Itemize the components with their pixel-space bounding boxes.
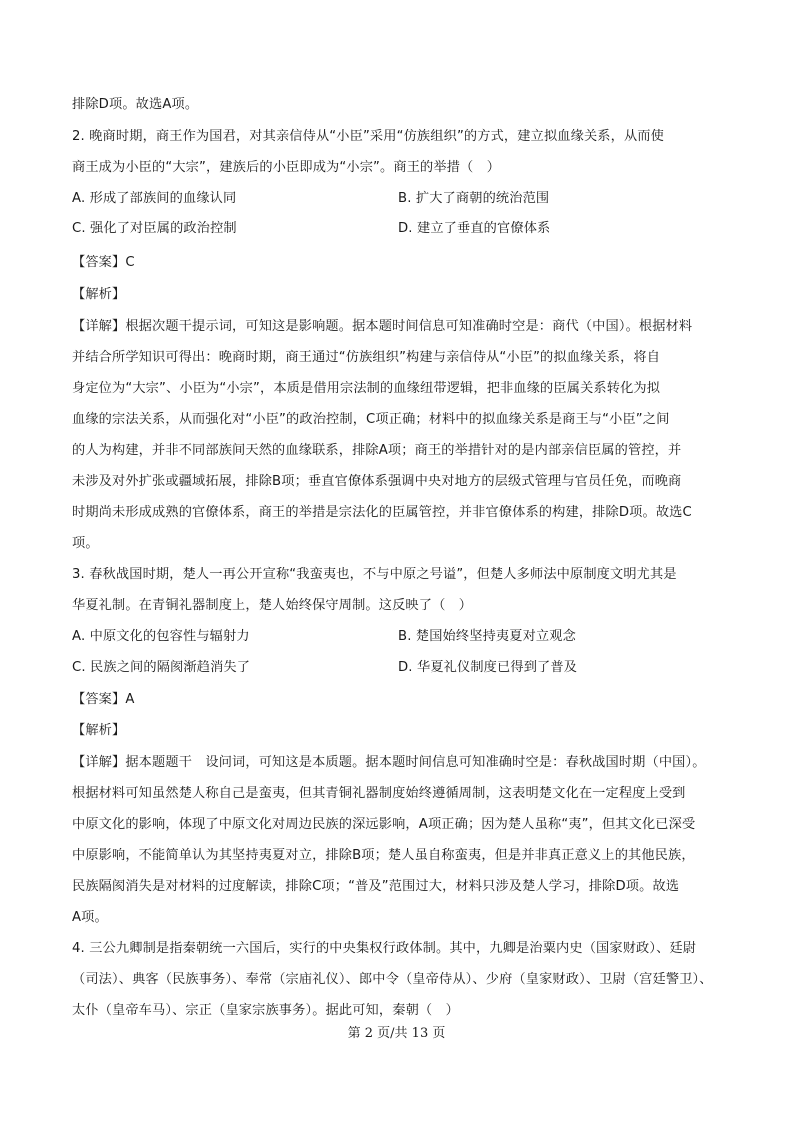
q3-stem-line-1: 3. 春秋战国时期，楚人一再公开宣称“我蛮夷也，不与中原之号谥”，但楚人多师法中原制度文明尤其是 (72, 567, 677, 582)
previous-answer-tail: 排除D项。故选A项。 (72, 97, 199, 112)
q2-analysis-label: 【解析】 (72, 287, 126, 302)
q2-detail-line: 时期尚未形成成熟的官僚体系，商王的举措是宗法化的臣属管控，并非官僚体系的构建，排除D项。故选C (72, 505, 692, 520)
q2-detail-line: 并结合所学知识可得出：晚商时期，商王通过“仿族组织”构建与亲信侍从“小臣”的拟血缘关系，将自 (72, 350, 661, 365)
q2-option-b: B. 扩大了商朝的统治范围 (398, 191, 550, 206)
q3-option-b: B. 楚国始终坚持夷夏对立观念 (398, 629, 576, 644)
q2-answer: 【答案】C (72, 255, 135, 270)
q4-stem-line-1: 4. 三公九卿制是指秦朝统一六国后，实行的中央集权行政体制。其中，九卿是治粟内史（国家财政）、廷尉 (72, 941, 697, 956)
q3-detail-line: 中原影响，不能简单认为其坚持夷夏对立，排除B项；楚人虽自称蛮夷，但是并非真正意义上的其他民族， (72, 848, 695, 863)
q2-option-d: D. 建立了垂直的官僚体系 (398, 221, 551, 236)
page-number-footer: 第 2 页/共 13 页 (347, 1026, 446, 1041)
q2-detail-line: 的人为构建，并非不同部族间天然的血缘联系，排除A项；商王的举措针对的是内部亲信臣属的管控，并 (72, 443, 682, 458)
q2-detail-line: 身定位为“大宗”、小臣为“小宗”，本质是借用宗法制的血缘纽带逻辑，把非血缘的臣属关系转化为拟 (72, 381, 661, 396)
q3-option-c: C. 民族之间的隔阂渐趋消失了 (72, 660, 251, 675)
q2-stem-line-1: 2. 晚商时期，商王作为国君，对其亲信侍从“小臣”采用“仿族组织”的方式，建立拟血缘关系，从而使 (72, 129, 664, 144)
q2-detail-line: 血缘的宗法关系，从而强化对“小臣”的政治控制，C项正确；材料中的拟血缘关系是商王与“小臣”之间 (72, 412, 670, 427)
q3-option-d: D. 华夏礼仪制度已得到了普及 (398, 660, 578, 675)
q2-option-c: C. 强化了对臣属的政治控制 (72, 221, 237, 236)
q3-detail-line: 中原文化的影响，体现了中原文化对周边民族的深远影响，A项正确；因为楚人虽称“夷”，但其文化已深受 (72, 817, 696, 832)
q4-stem-line-3: 太仆（皇帝车马）、宗正（皇家宗族事务）。据此可知，秦朝（ ） (72, 1003, 459, 1018)
q3-stem-line-2: 华夏礼制。在青铜礼器制度上，楚人始终保守周制。这反映了（ ） (72, 598, 473, 613)
q3-answer: 【答案】A (72, 692, 135, 707)
q2-option-a: A. 形成了部族间的血缘认同 (72, 191, 237, 206)
q2-detail-line: 【详解】根据次题干提示词，可知这是影响题。据本题时间信息可知准确时空是：商代（中国）。根据材料 (72, 319, 693, 334)
q3-detail-line: 【详解】据本题题干 设问词，可知这是本质题。据本题时间信息可知准确时空是：春秋战国时期（中国）。 (72, 755, 706, 770)
q3-detail-line: 民族隔阂消失是对材料的过度解读，排除C项；“普及”范围过大，材料只涉及楚人学习，排除D项。故选 (72, 879, 680, 894)
q3-option-a: A. 中原文化的包容性与辐射力 (72, 629, 250, 644)
q2-detail-line: 项。 (72, 536, 99, 551)
q2-stem-line-2: 商王成为小臣的“大宗”，建族后的小臣即成为“小宗”。商王的举措（ ） (72, 160, 501, 175)
q3-detail-line: 根据材料可知虽然楚人称自己是蛮夷，但其青铜礼器制度始终遵循周制，这表明楚文化在一定程度上受到 (72, 786, 686, 801)
q3-detail-line: A项。 (72, 910, 108, 925)
q3-analysis-label: 【解析】 (72, 723, 126, 738)
q4-stem-line-2: （司法）、典客（民族事务）、奉常（宗庙礼仪）、郎中令（皇帝侍从）、少府（皇家财政）、卫尉（宫廷警卫）、 (72, 972, 713, 987)
q2-detail-line: 未涉及对外扩张或疆域拓展，排除B项；垂直官僚体系强调中央对地方的层级式管理与官员任免，而晚商 (72, 474, 682, 489)
